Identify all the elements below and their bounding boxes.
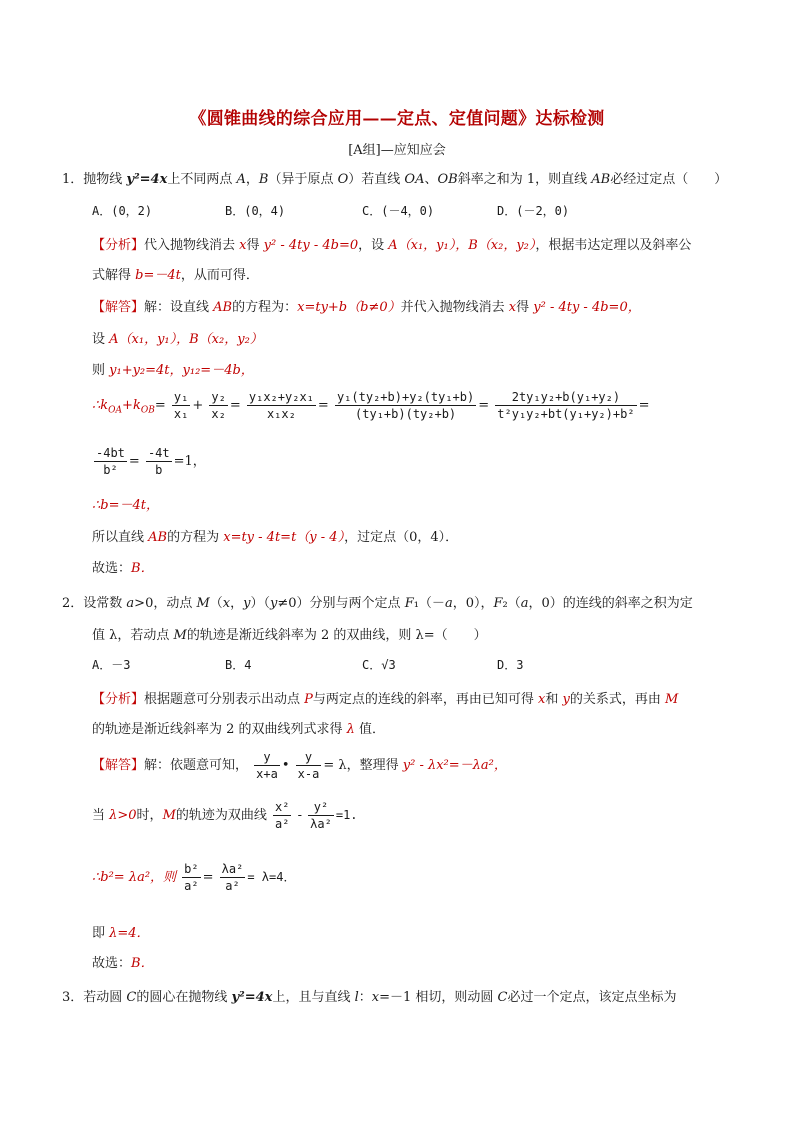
fraction: $\frac{\text{b²}}{\text{a²}}$ xyxy=(184,862,199,893)
q1-option-c: C．(－4，0) xyxy=(362,204,435,218)
fraction: $\frac{\text{y²}}{\text{λa²}}$ xyxy=(310,800,332,831)
fraction: $\frac{\text{2ty₁y₂+b(y₁+y₂)}}{\text{t²y₁y₂+bt(y₁+y₂)+b²}}$ xyxy=(497,390,635,421)
analysis-label: 【分析】 xyxy=(92,238,145,253)
q1-conclusion: ∴b=－4t， xyxy=(92,498,159,513)
fraction: $\frac{-4t}{b}$ xyxy=(147,446,170,477)
q2-analysis-line1: 【分析】根据题意可分别表示出动点 P与两定点的连线的斜率，再由已知可得 x和 y的关系式，再由 M xyxy=(92,692,679,707)
q1-slope-sum-result: $\frac{-4bt}{\text{b²}}$ = $\frac{-4t}{b}$ =1， xyxy=(96,446,206,477)
fraction: $\frac{\text{x²}}{\text{a²}}$ xyxy=(275,800,290,831)
fraction: $\frac{\text{λa²}}{\text{a²}}$ xyxy=(221,862,244,893)
q1-line-equation: 所以直线 AB的方程为 x=ty - 4t=t（y - 4），过定点（0，4）． xyxy=(92,530,459,545)
q1-answer-line2: 设 A（x₁，y₁），B（x₂，y₂） xyxy=(92,332,263,347)
q1-stem: 1．抛物线 y²=4x上不同两点 A，B（异于原点 O）若直线 OA、OB斜率之和为 1，则直线 AB必经过定点（ ） xyxy=(62,172,728,187)
q2-choice: 故选：B． xyxy=(92,956,154,971)
q2-stem-line1: 2．设常数 a>0，动点 M（x，y）（y≠0）分别与两个定点 F₁（－a，0），F₂（a，0）的连线的斜率之积为定 xyxy=(62,596,693,611)
fraction: $\frac{\text{y₁x₂+y₂x₁}}{\text{x₁x₂}}$ xyxy=(248,390,314,421)
q1-slope-sum-equation: $\therefore k_{OA}+k_{OB}=$ $\frac{\text{y₁}}{\text{x₁}}$ + $\frac{\text{y₂}}{\text{x₂}}$ = $\frac{\text{y₁x₂+y₂x₁}}{\text{x₁x₂}}$ = $\frac{\text{y₁(ty₂+b)+y₂(ty₁+b)}}{\text{(ty₁+b)(ty₂+b)}}$ = $\frac{\text{2ty₁y₂+b(y₁+y₂)}}{\text{t²y₁y₂+bt(y₁+y₂)+b²}}$ = xyxy=(92,390,650,421)
answer-label: 【解答】 xyxy=(92,758,145,773)
fraction: $\frac{y}{x+a}$ xyxy=(256,750,278,781)
q2-stem-line2: 值 λ，若动点 M的轨迹是渐近线斜率为 2 的双曲线，则 λ=（ ） xyxy=(92,628,487,643)
answer-label: 【解答】 xyxy=(92,300,145,315)
fraction: $\frac{\text{y₁(ty₂+b)+y₂(ty₁+b)}}{\text{(ty₁+b)(ty₂+b)}}$ xyxy=(336,390,475,421)
section-subtitle: [A组]—应知应会 xyxy=(348,143,446,158)
q2-option-a: A．－3 xyxy=(92,658,131,672)
q1-analysis-line1: 【分析】代入抛物线消去 x得 y² - 4ty - 4b=0，设 A（x₁，y₁），B（x₂，y₂），根据韦达定理以及斜率公 xyxy=(92,238,692,253)
q2-answer-line4: 即 λ=4． xyxy=(92,926,150,941)
fraction: $\frac{-4bt}{\text{b²}}$ xyxy=(96,446,125,477)
fraction: $\frac{\text{y₁}}{\text{x₁}}$ xyxy=(173,390,189,421)
q1-choice: 故选：B． xyxy=(92,561,154,576)
q1-answer-line1: 【解答】解：设直线 AB的方程为：x=ty+b（b≠0）并代入抛物线消去 x得 y² - 4ty - 4b=0， xyxy=(92,300,641,315)
page-title: 《圆锥曲线的综合应用——定点、定值问题》达标检测 xyxy=(189,109,605,129)
q2-answer-line1: 【解答】解：依题意可知， $\frac{y}{x+a}$ • $\frac{y}{x-a}$ = λ，整理得 y² - λx²=－λa²， xyxy=(92,750,507,781)
fraction: $\frac{y}{x-a}$ xyxy=(297,750,320,781)
q1-option-b: B．(0，4) xyxy=(225,204,286,218)
q2-option-b: B．4 xyxy=(225,658,252,672)
q1-option-a: A．(0，2) xyxy=(92,204,153,218)
q3-stem: 3．若动圆 C的圆心在抛物线 y²=4x上，且与直线 l：x=－1 相切，则动圆 C必过一个定点，该定点坐标为 xyxy=(62,990,677,1005)
q2-answer-line2: 当 λ>0时，M的轨迹为双曲线 $\frac{\text{x²}}{\text{a²}}$ - $\frac{\text{y²}}{\text{λa²}}$ =1. xyxy=(92,800,358,831)
fraction: $\frac{\text{y₂}}{\text{x₂}}$ xyxy=(211,390,226,421)
q1-answer-line3: 则 y₁+y₂=4t，y₁₂=－4b， xyxy=(92,363,254,378)
q2-option-d: D．3 xyxy=(497,658,524,672)
q1-analysis-line2: 式解得 b=－4t，从而可得． xyxy=(92,268,259,283)
analysis-label: 【分析】 xyxy=(92,692,145,707)
q2-answer-line3: ∴b²= λa²，则 $\frac{\text{b²}}{\text{a²}}$ = $\frac{\text{λa²}}{\text{a²}}$ = λ=4． xyxy=(92,862,296,893)
q2-option-c: C．√3 xyxy=(362,658,396,672)
q1-option-d: D．(－2，0) xyxy=(497,204,570,218)
q2-analysis-line2: 的轨迹是渐近线斜率为 2 的双曲线列式求得 λ 值． xyxy=(92,722,386,737)
